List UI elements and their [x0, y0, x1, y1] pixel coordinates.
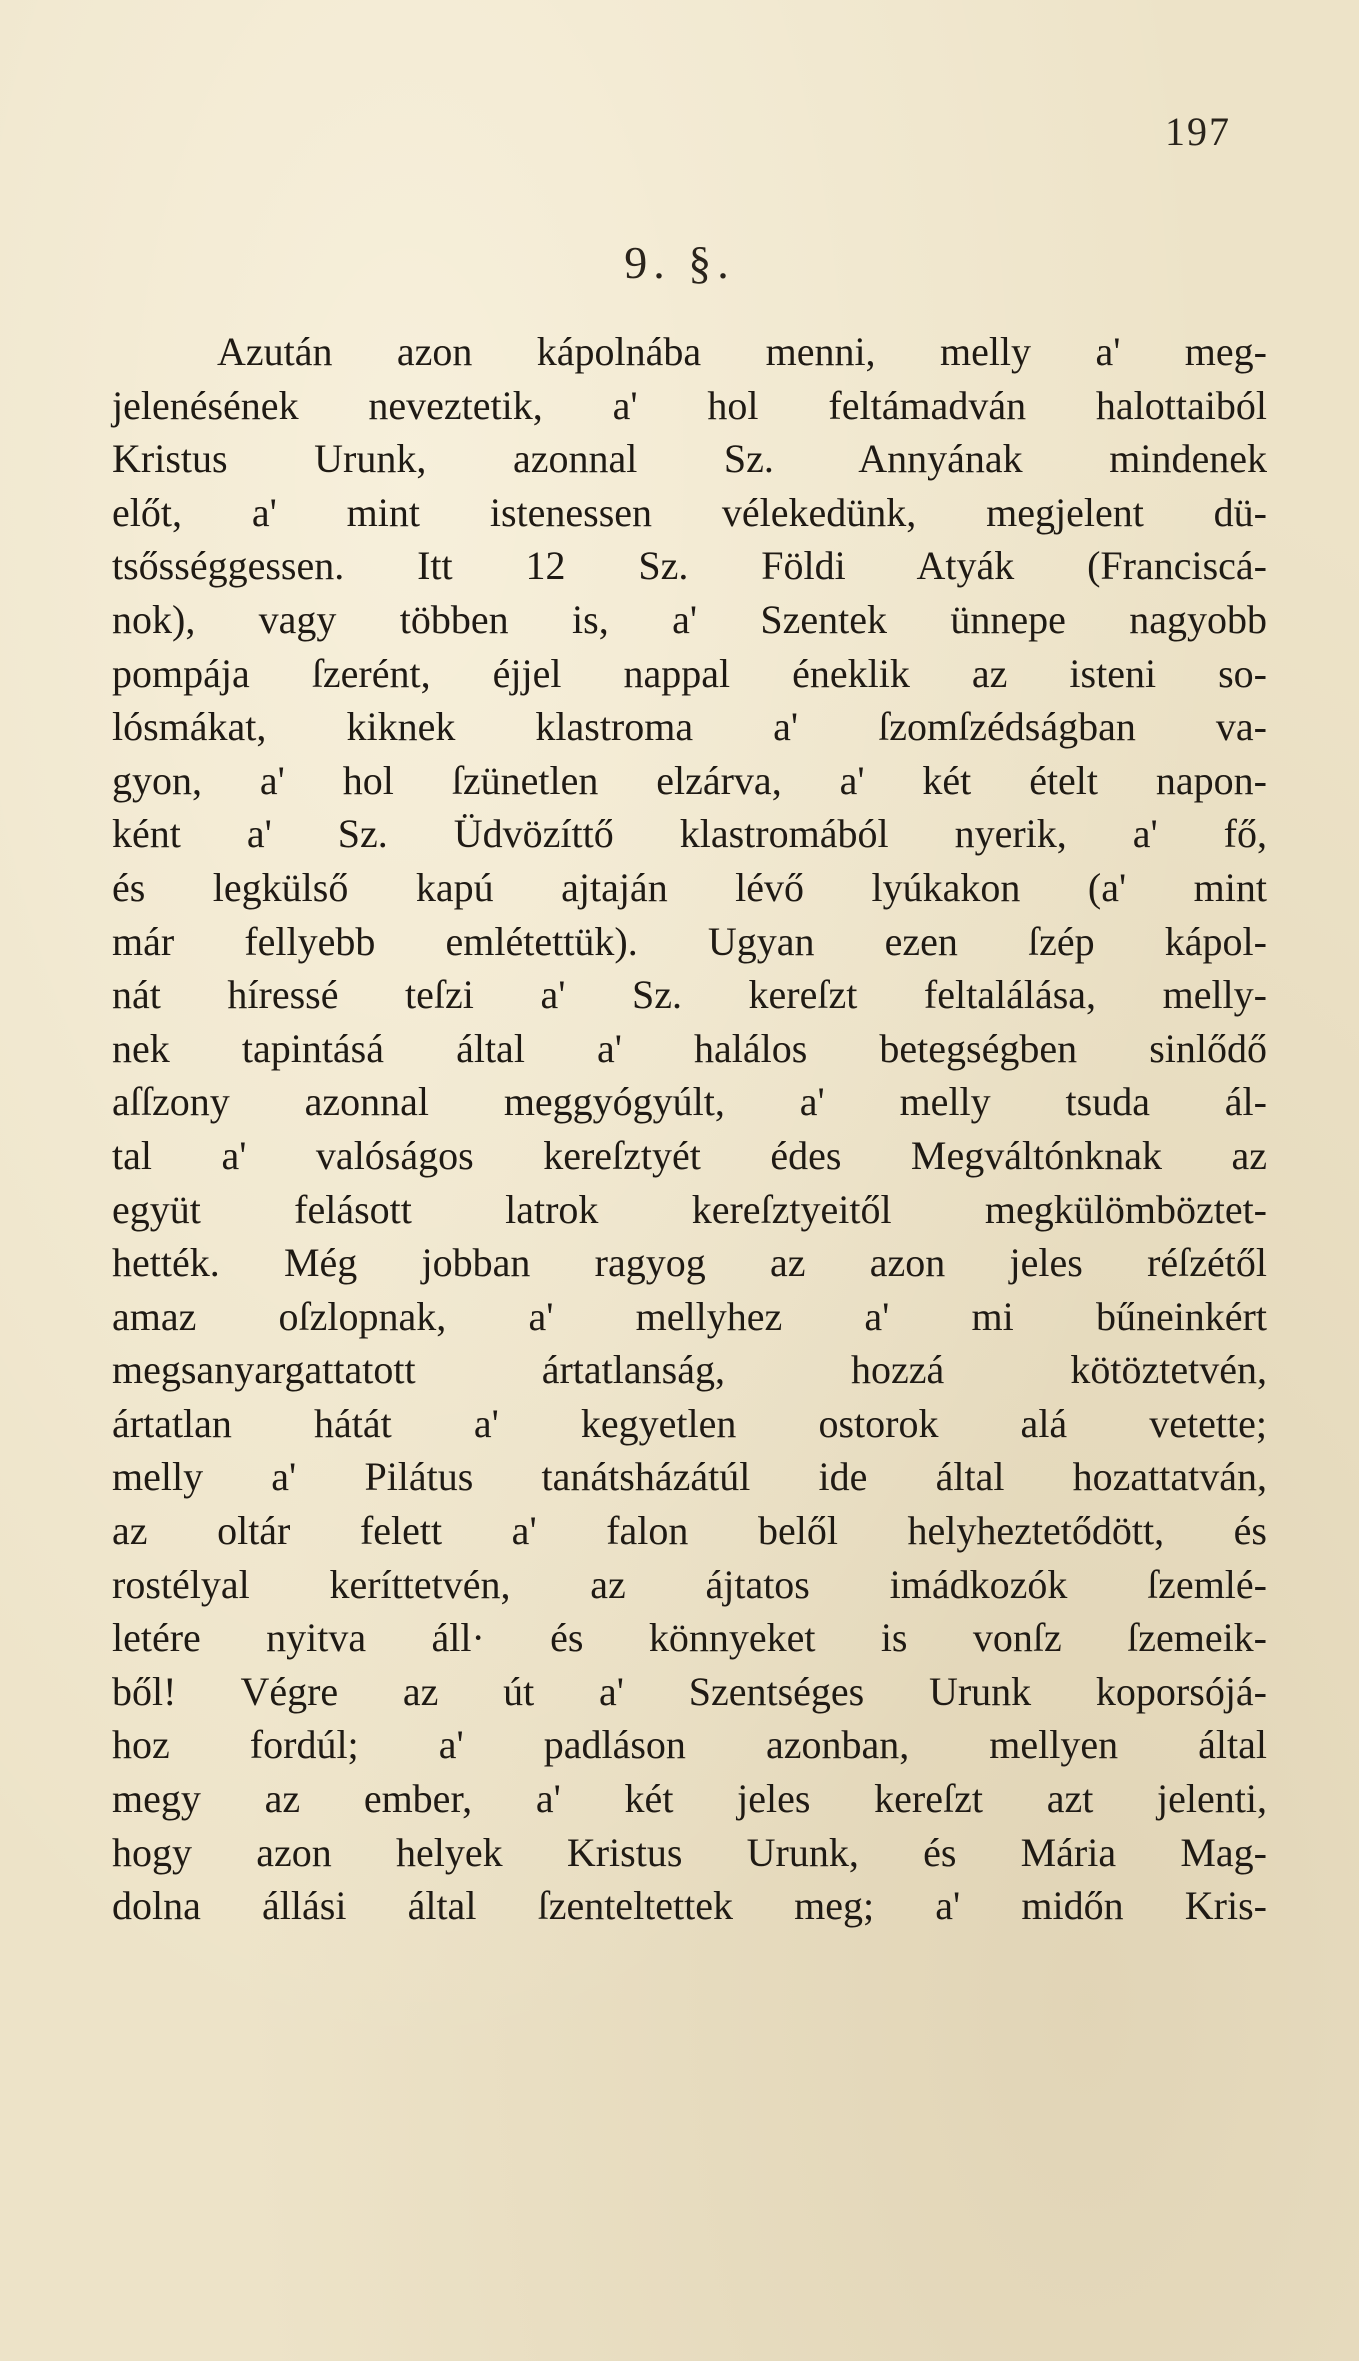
text-line: és legkülső kapú ajtaján lévő lyúkakon (a' mint	[112, 864, 1267, 910]
text-line: jelenésének neveztetik, a' hol feltámadván halottaiból	[112, 382, 1267, 428]
text-line: nok), vagy többen is, a' Szentek ünnepe nagyobb	[112, 596, 1267, 642]
text-line: pompája ſzerént, éjjel nappal éneklik az isteni so-	[112, 650, 1267, 696]
text-line: hették. Még jobban ragyog az azon jeles réſzétől	[112, 1240, 1267, 1286]
text-line: tal a' valóságos kereſztyét édes Megváltónknak az	[112, 1132, 1267, 1178]
text-line: ártatlan hátát a' kegyetlen ostorok alá vetette;	[112, 1400, 1267, 1446]
text-line: lósmákat, kiknek klastroma a' ſzomſzédságban va-	[112, 704, 1267, 750]
text-line: az oltár felett a' falon belől helyheztetődött, és	[112, 1508, 1267, 1554]
text-line: hoz fordúl; a' padláson azonban, mellyen által	[112, 1722, 1267, 1768]
text-line: melly a' Pilátus tanátsházátúl ide által hozattatván,	[112, 1454, 1267, 1500]
text-line: előt, a' mint istenessen vélekedünk, megjelent dü-	[112, 489, 1267, 535]
body-text	[112, 325, 1267, 1933]
page-number: 197	[1165, 109, 1231, 154]
text-line: rostélyal keríttetvén, az ájtatos imádkozók ſzemlé-	[112, 1561, 1267, 1607]
text-line: ként a' Sz. Üdvözíttő klastromából nyerik, a' fő,	[112, 811, 1267, 857]
text-line: megsanyargattatott ártatlanság, hozzá kötöztetvén,	[112, 1347, 1267, 1393]
text-line: Kristus Urunk, azonnal Sz. Annyának mindenek	[112, 436, 1267, 482]
text-line: együt felásott latrok kereſztyeitől megkülömböztet-	[112, 1186, 1267, 1232]
text-line: gyon, a' hol ſzünetlen elzárva, a' két ételt napon-	[112, 757, 1267, 803]
text-line: ből! Végre az út a' Szentséges Urunk koporsójá-	[112, 1668, 1267, 1714]
text-line: nát híressé teſzi a' Sz. kereſzt feltalálása, melly-	[112, 972, 1267, 1018]
text-line: letére nyitva áll· és könnyeket is vonſz ſzemeik-	[112, 1615, 1267, 1661]
text-line: már fellyebb emlétettük). Ugyan ezen ſzép kápol-	[112, 918, 1267, 964]
text-line: tsősséggessen. Itt 12 Sz. Földi Atyák (Franciscá-	[112, 543, 1267, 589]
text-line: Azután azon kápolnába menni, melly a' meg-	[217, 329, 1267, 374]
text-line: nek tapintásá által a' halálos betegségben sinlődő	[112, 1025, 1267, 1071]
text-line: hogy azon helyek Kristus Urunk, és Mária Mag-	[112, 1829, 1267, 1875]
section-heading: 9. §.	[624, 237, 735, 288]
text-line: dolna állási által ſzenteltettek meg; a' midőn Kris-	[112, 1883, 1267, 1929]
text-line: megy az ember, a' két jeles kereſzt azt jelenti,	[112, 1776, 1267, 1822]
text-line: aſſzony azonnal meggyógyúlt, a' melly tsuda ál-	[112, 1079, 1267, 1125]
text-line: amaz oſzlopnak, a' mellyhez a' mi bűneinkért	[112, 1293, 1267, 1339]
